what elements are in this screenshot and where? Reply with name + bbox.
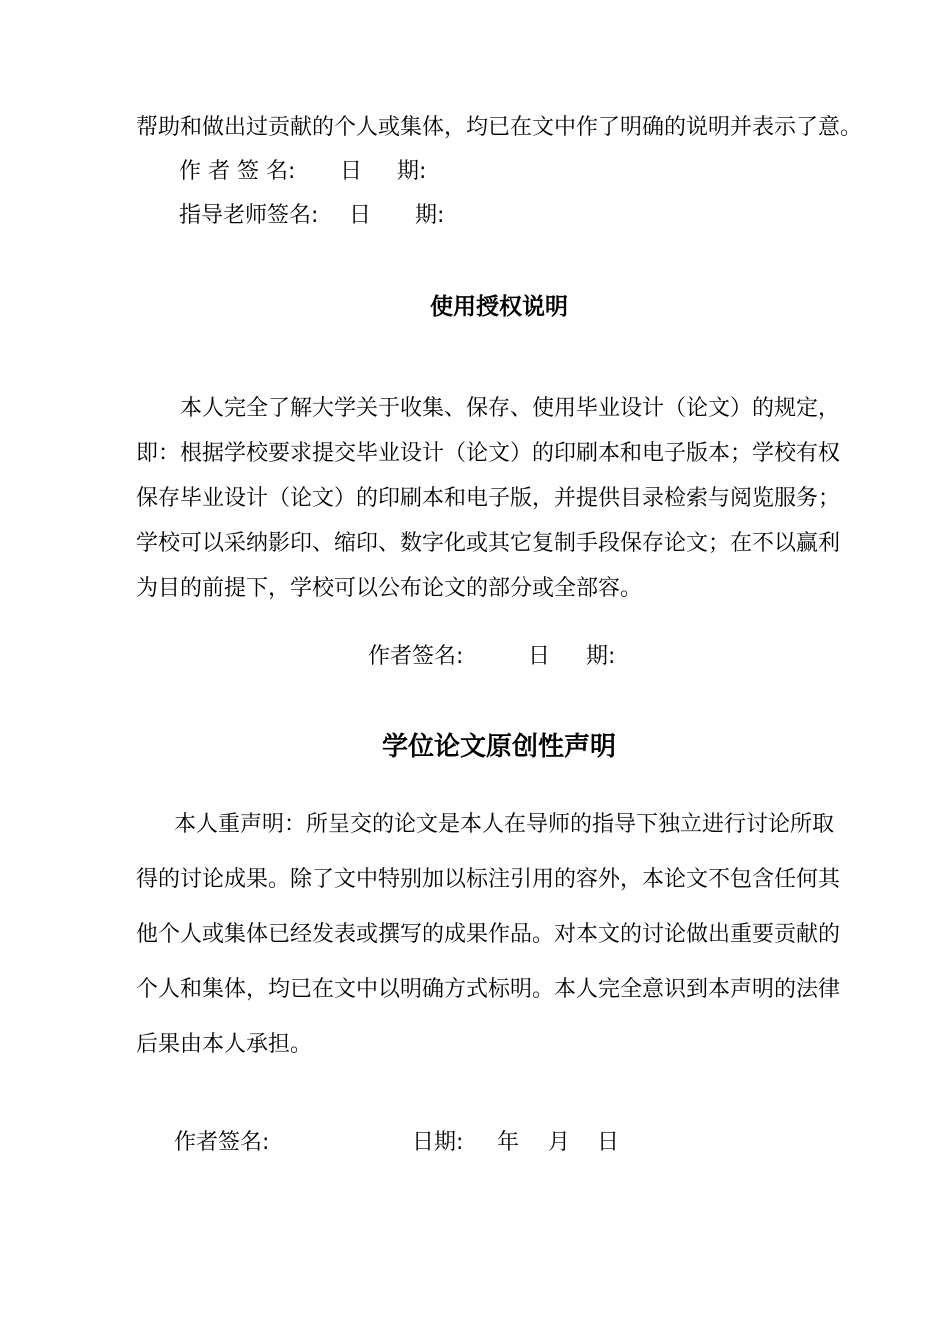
advisor-date-label-qi: 期: — [415, 203, 445, 228]
originality-line: 得的讨论成果。除了文中特别加以标注引用的容外，本论文不包含任何其 — [136, 867, 841, 892]
authorization-line: 保存毕业设计（论文）的印刷本和电子版，并提供目录检索与阅览服务； — [136, 486, 841, 511]
authorization-signature-label: 作者签名: — [368, 644, 464, 669]
originality-line: 后果由本人承担。 — [136, 1032, 313, 1057]
originality-date-label: 日期: — [412, 1130, 464, 1155]
originality-day-label: 日 — [597, 1130, 620, 1155]
author-date-label-qi: 期: — [397, 159, 427, 184]
declaration-closing-line: 帮助和做出过贡献的个人或集体，均已在文中作了明确的说明并表示了意。 — [136, 115, 863, 140]
advisor-signature-label: 指导老师签名: — [179, 203, 319, 228]
authorization-date-label-qi: 期: — [586, 644, 616, 669]
originality-line: 本人重声明：所呈交的论文是本人在导师的指导下独立进行讨论所取 — [174, 812, 835, 837]
author-date-label-ri: 日 — [340, 159, 363, 184]
authorization-title: 使用授权说明 — [430, 294, 568, 320]
originality-month-label: 月 — [548, 1130, 571, 1155]
authorization-paragraph — [136, 386, 860, 611]
authorization-line: 本人完全了解大学关于收集、保存、使用毕业设计（论文）的规定， — [180, 396, 841, 421]
originality-line: 他个人或集体已经发表或撰写的成果作品。对本文的讨论做出重要贡献的 — [136, 922, 841, 947]
originality-paragraph — [136, 797, 860, 1072]
originality-signature-label: 作者签名: — [174, 1130, 270, 1155]
authorization-line: 学校可以采纳影印、缩印、数字化或其它复制手段保存论文；在不以赢利 — [136, 531, 841, 556]
authorization-date-label-ri: 日 — [528, 644, 551, 669]
authorization-line: 为目的前提下，学校可以公布论文的部分或全部容。 — [136, 576, 643, 601]
authorization-line: 即：根据学校要求提交毕业设计（论文）的印刷本和电子版本；学校有权 — [136, 441, 841, 466]
author-signature-label: 作 者 签 名: — [179, 159, 296, 184]
originality-title: 学位论文原创性声明 — [381, 732, 616, 762]
originality-year-label: 年 — [497, 1130, 520, 1155]
originality-line: 个人和集体，均已在文中以明确方式标明。本人完全意识到本声明的法律 — [136, 977, 841, 1002]
advisor-date-label-ri: 日 — [349, 203, 372, 228]
